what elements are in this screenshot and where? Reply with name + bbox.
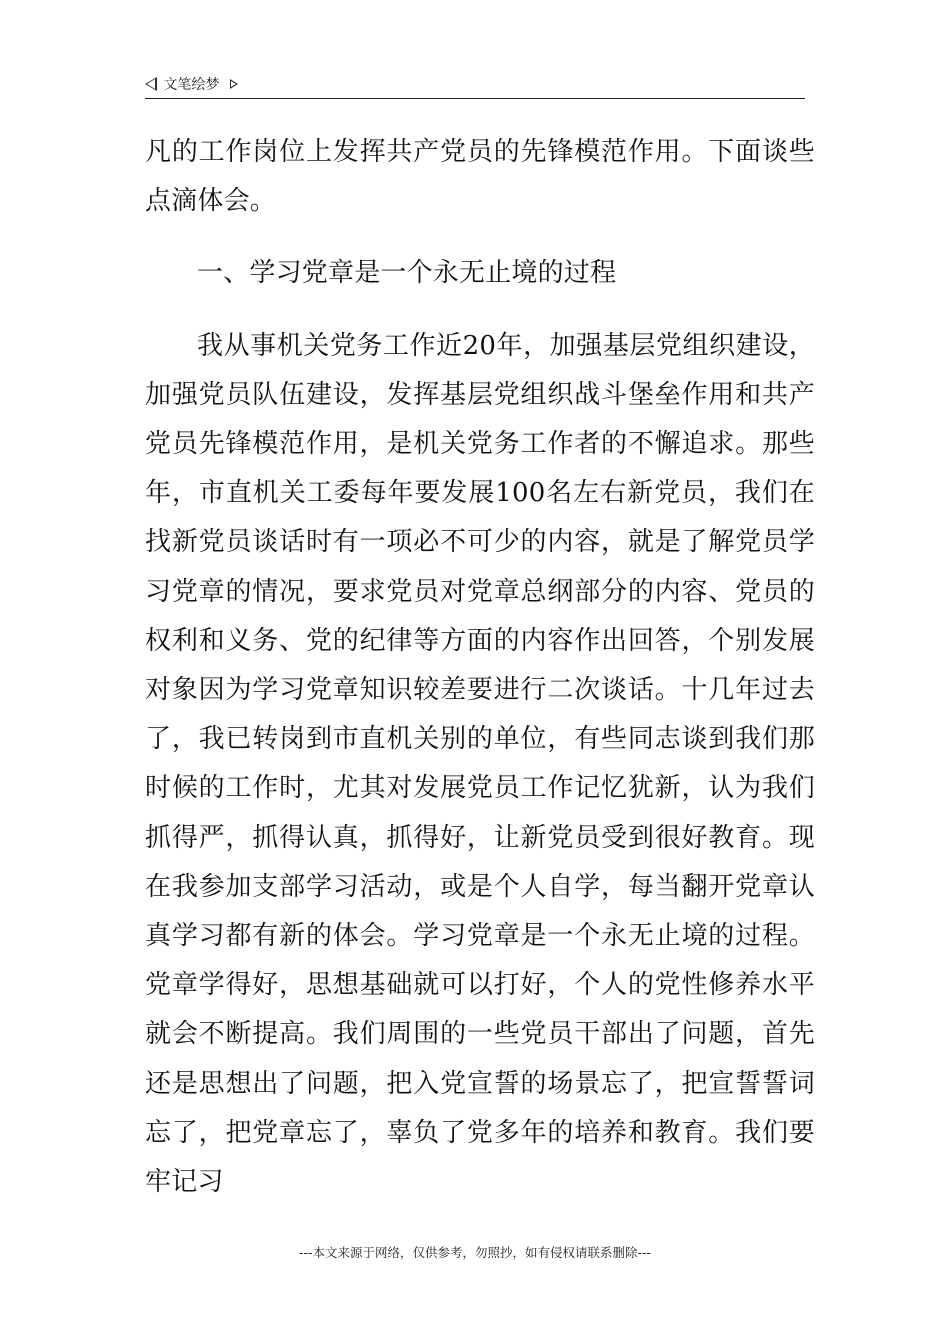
header-title: 文笔绘梦 [163,77,220,93]
triangle-right-icon [230,79,238,89]
page-header [145,74,805,99]
section-heading: 一、学习党章是一个永无止境的过程 [197,258,617,289]
document-body [145,128,815,1207]
paragraph-continued: 凡的工作岗位上发挥共产党员的先锋模范作用。下面谈些点滴体会。 [145,137,815,217]
triangle-left-icon [145,77,157,91]
page-footer: ---本文来源于网络，仅供参考，勿照抄，如有侵权请联系删除--- [298,1245,652,1260]
paragraph-main: 我从事机关党务工作近20年，加强基层党组织建设，加强党员队伍建设，发挥基层党组织战斗堡垒作用和共产党员先锋模范作用，是机关党务工作者的不懈追求。那些年，市直机关工委每年要发展100名左右新党员，我们在找新党员谈话时有一项必不可少的内容，就是了解党员学习党章的情况，要求党员对党章总纲部分的内容、党员的权利和义务、党的纪律等方面的内容作出回答，个别发展对象因为学习党章知识较差要进行二次谈话。十几年过去了，我已转岗到市直机关别的单位，有些同志谈到我们那时候的工作时，尤其对发展党员工作记忆犹新，认为我们抓得严，抓得认真，抓得好，让新党员受到很好教育。现在我参加支部学习活动，或是个人自学，每当翻开党章认真学习都有新的体会。学习党章是一个永无止境的过程。党章学得好，思想基础就可以打好，个人的党性修养水平就会不断提高。我们周围的一些党员干部出了问题，首先还是思想出了问题，把入党宣誓的场景忘了，把宣誓誓词忘了，把党章忘了，辜负了党多年的培养和教育。我们要牢记习 [145,330,815,1198]
